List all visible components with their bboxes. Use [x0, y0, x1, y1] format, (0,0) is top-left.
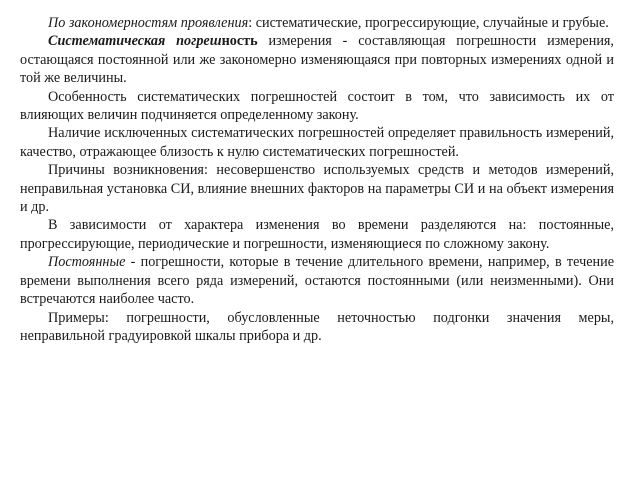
term-systematic-italic: Систематическая погреш [48, 33, 222, 50]
paragraph-label: По закономерностям проявления [48, 15, 249, 31]
document-text [20, 14, 614, 345]
paragraph-text: В зависимости от характера изменения во времени разделяются на: постоянные, прогрессирующие, периодические и погрешности, изменяющиеся по сложному закону. [20, 217, 614, 252]
paragraph-time-dependence [20, 216, 614, 253]
paragraph-text: Примеры: погрешности, обусловленные неточностью подгонки значения меры, неправильной градуировкой шкалы прибора и др. [20, 309, 614, 344]
paragraph-correctness [20, 124, 614, 161]
paragraph-causes [20, 161, 614, 216]
paragraph-text: измерения - составляющая погрешности измерения, остающаяся постоянной или же закономерно изменяющаяся при повторных измерениях одной и той же величины. [20, 33, 614, 87]
paragraph-text: - погрешности, которые в течение длительного времени, например, в течение времени выполнения всего ряда измерений, остаются постоянными (или неизменными). Они встречаются наиболее часто. [20, 254, 614, 308]
paragraph-text: Причины возникновения: несовершенство используемых средств и методов измерений, неправильная установка СИ, влияние внешних факторов на параметры СИ и на объект измерения и др. [20, 162, 614, 216]
term-systematic-bold: ность [221, 33, 258, 50]
paragraph-examples [20, 309, 614, 346]
paragraph-text: : систематические, прогрессирующие, случайные и грубые. [248, 15, 609, 31]
paragraph-text: Особенность систематических погрешностей состоит в том, что зависимость их от влияющих величин подчиняется определенному закону. [20, 88, 614, 124]
paragraph-constant [20, 253, 614, 308]
paragraph-classification [20, 14, 614, 32]
paragraph-feature [20, 88, 614, 125]
paragraph-text: Наличие исключенных систематических погрешностей определяет правильность измерений, качество, отражающее близость к нулю систематических погрешностей. [20, 125, 614, 160]
paragraph-systematic-definition [20, 32, 614, 87]
paragraph-label: Постоянные [48, 254, 126, 271]
